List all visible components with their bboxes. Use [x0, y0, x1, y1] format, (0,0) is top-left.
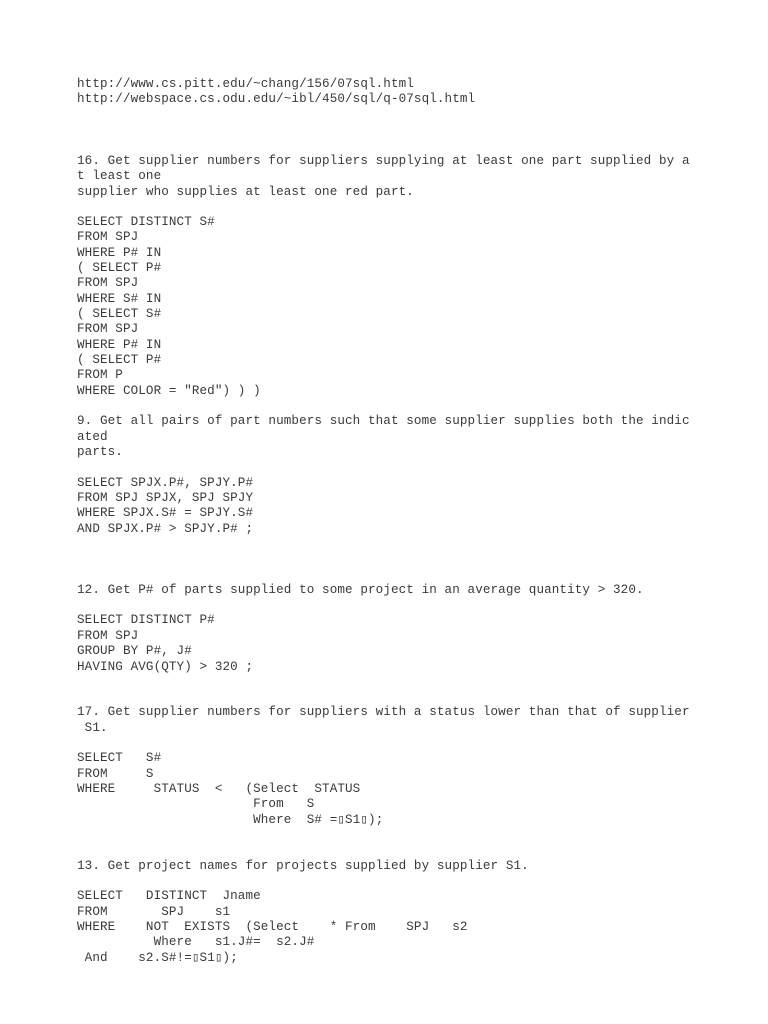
sql-line: WHERE P# IN — [77, 246, 162, 260]
sql-line: FROM SPJ — [77, 230, 139, 244]
sql-line: WHERE NOT EXISTS (Select * From SPJ s2 — [77, 920, 468, 934]
sql-line: SELECT SPJX.P#, SPJY.P# — [77, 476, 254, 490]
sql-line: ( SELECT S# — [77, 307, 162, 321]
sql-line: SELECT DISTINCT Jname — [77, 889, 261, 903]
sql-line: FROM S — [77, 767, 154, 781]
sql-line: SELECT S# — [77, 751, 162, 765]
reference-link[interactable]: http://webspace.cs.odu.edu/~ibl/450/sql/q-07sql.html — [77, 92, 476, 106]
sql-line: HAVING AVG(QTY) > 320 ; — [77, 660, 254, 674]
question-text: 9. Get all pairs of part numbers such that some supplier supplies both the indic — [77, 414, 690, 428]
sql-line: From S — [77, 797, 315, 811]
sql-line: AND SPJX.P# > SPJY.P# ; — [77, 522, 254, 536]
question-text: 12. Get P# of parts supplied to some project in an average quantity > 320. — [77, 583, 644, 597]
sql-line: FROM SPJ s1 — [77, 905, 231, 919]
sql-line: SELECT DISTINCT S# — [77, 215, 215, 229]
sql-line: ( SELECT P# — [77, 261, 162, 275]
sql-line: Where S# =▯S1▯); — [77, 813, 384, 827]
sql-line: GROUP BY P#, J# — [77, 644, 192, 658]
sql-line: WHERE SPJX.S# = SPJY.S# — [77, 506, 254, 520]
question-text: ated — [77, 430, 108, 444]
sql-line: SELECT DISTINCT P# — [77, 613, 215, 627]
sql-line: FROM P — [77, 368, 123, 382]
sql-line: FROM SPJ — [77, 629, 139, 643]
question-text: 17. Get supplier numbers for suppliers with a status lower than that of supplier — [77, 705, 690, 719]
sql-line: FROM SPJ — [77, 322, 139, 336]
sql-line: FROM SPJ — [77, 276, 139, 290]
question-text: t least one — [77, 169, 162, 183]
sql-line: WHERE STATUS < (Select STATUS — [77, 782, 361, 796]
sql-line: And s2.S#!=▯S1▯); — [77, 951, 238, 965]
reference-link[interactable]: http://www.cs.pitt.edu/~chang/156/07sql.html — [77, 77, 414, 91]
sql-line: Where s1.J#= s2.J# — [77, 935, 315, 949]
question-text: 16. Get supplier numbers for suppliers supplying at least one part supplied by a — [77, 154, 690, 168]
sql-line: ( SELECT P# — [77, 353, 162, 367]
sql-line: WHERE S# IN — [77, 292, 162, 306]
sql-line: WHERE P# IN — [77, 338, 162, 352]
question-text: supplier who supplies at least one red part. — [77, 185, 414, 199]
question-text: 13. Get project names for projects supplied by supplier S1. — [77, 859, 529, 873]
sql-line: WHERE COLOR = "Red") ) ) — [77, 384, 261, 398]
sql-line: FROM SPJ SPJX, SPJ SPJY — [77, 491, 254, 505]
question-text: parts. — [77, 445, 123, 459]
question-text: S1. — [77, 721, 108, 735]
